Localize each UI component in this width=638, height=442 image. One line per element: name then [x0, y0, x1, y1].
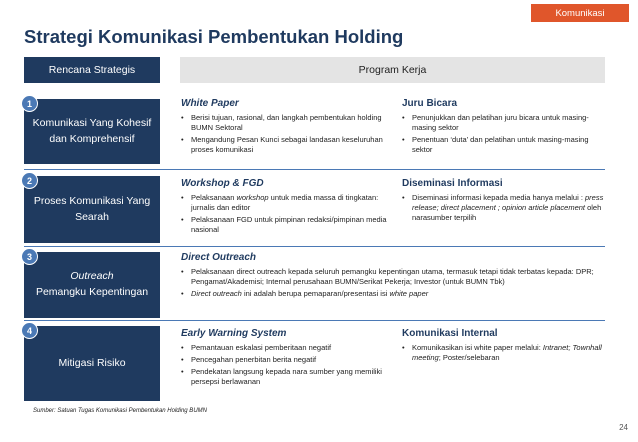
strategy-number-3: 3	[21, 248, 38, 265]
strategy-3-label: Outreach Pemangku Kepentingan	[24, 252, 160, 318]
separator-1	[24, 169, 605, 170]
white-paper-section	[181, 98, 391, 157]
workshop-title: Workshop & FGD	[181, 178, 264, 189]
page-title: Strategi Komunikasi Pembentukan Holding	[24, 26, 404, 47]
early-warning-section	[181, 328, 391, 389]
header-program-kerja: Program Kerja	[180, 57, 605, 83]
early-warning-title: Early Warning System	[181, 328, 287, 339]
header-rencana-strategis: Rencana Strategis	[24, 57, 160, 83]
source-note: Sumber: Satuan Tugas Komunikasi Pembentukan Holding BUMN	[33, 408, 207, 414]
early-warning-bullet: • Pemantauan eskalasi pemberitaan negatif	[181, 343, 391, 353]
strategy-2-label: Proses Komunikasi Yang Searah	[24, 176, 160, 243]
juru-bicara-bullet: • Penentuan ‘duta’ dan pelatihan untuk masing-masing sektor	[402, 135, 607, 155]
komunikasi-internal-title: Komunikasi Internal	[402, 328, 498, 339]
direct-outreach-bullet: • Pelaksanaan direct outreach kepada seluruh pemangku kepentingan utama, termasuk tetapi tidak terbatas kepada: DPR; Pengamat/Akademisi; Internal perusahaan BUMN/Serikat Pekerja; Investor (untuk BUMN Tbk)	[181, 267, 609, 287]
diseminasi-section	[402, 178, 610, 225]
komunikasi-internal-section	[402, 328, 610, 365]
separator-3	[24, 320, 605, 321]
workshop-bullet: • Pelaksanaan workshop untuk media massa di tingkatan: jurnalis dan editor	[181, 193, 391, 213]
diseminasi-title: Diseminasi Informasi	[402, 178, 503, 189]
separator-2	[24, 246, 605, 247]
strategy-number-4: 4	[21, 322, 38, 339]
strategy-4-label: Mitigasi Risiko	[24, 326, 160, 401]
direct-outreach-title: Direct Outreach	[181, 252, 257, 263]
white-paper-title: White Paper	[181, 98, 239, 109]
early-warning-bullet: • Pendekatan langsung kepada nara sumber yang memiliki persepsi berlawanan	[181, 367, 391, 387]
strategy-1-label: Komunikasi Yang Kohesif dan Komprehensif	[24, 99, 160, 164]
komunikasi-internal-bullet: • Komunikasikan isi white paper melalui: Intranet; Townhall meeting; Poster/selebaran	[402, 343, 610, 363]
juru-bicara-section	[402, 98, 607, 157]
strategy-number-1: 1	[21, 95, 38, 112]
white-paper-bullet: • Mengandung Pesan Kunci sebagai landasan keseluruhan proses komunikasi	[181, 135, 391, 155]
direct-outreach-bullet: • Direct outreach ini adalah berupa pemaparan/presentasi isi white paper	[181, 289, 609, 299]
workshop-bullet: • Pelaksanaan FGD untuk pimpinan redaksi/pimpinan media nasional	[181, 215, 391, 235]
early-warning-bullet: • Pencegahan penerbitan berita negatif	[181, 355, 391, 365]
strategy-number-2: 2	[21, 172, 38, 189]
white-paper-bullet: • Berisi tujuan, rasional, dan langkah pembentukan holding BUMN Sektoral	[181, 113, 391, 133]
workshop-section	[181, 178, 391, 237]
diseminasi-bullet: • Diseminasi informasi kepada media hanya melalui : press release; direct placement ; opinion article placement oleh narasumber terpilih	[402, 193, 610, 223]
direct-outreach-section	[181, 252, 609, 301]
page-number: 24	[619, 423, 628, 432]
section-tag: Komunikasi	[531, 4, 629, 22]
juru-bicara-bullet: • Penunjukkan dan pelatihan juru bicara untuk masing-masing sektor	[402, 113, 607, 133]
strategy-3-italic: Outreach	[70, 270, 114, 283]
juru-bicara-title: Juru Bicara	[402, 98, 458, 109]
